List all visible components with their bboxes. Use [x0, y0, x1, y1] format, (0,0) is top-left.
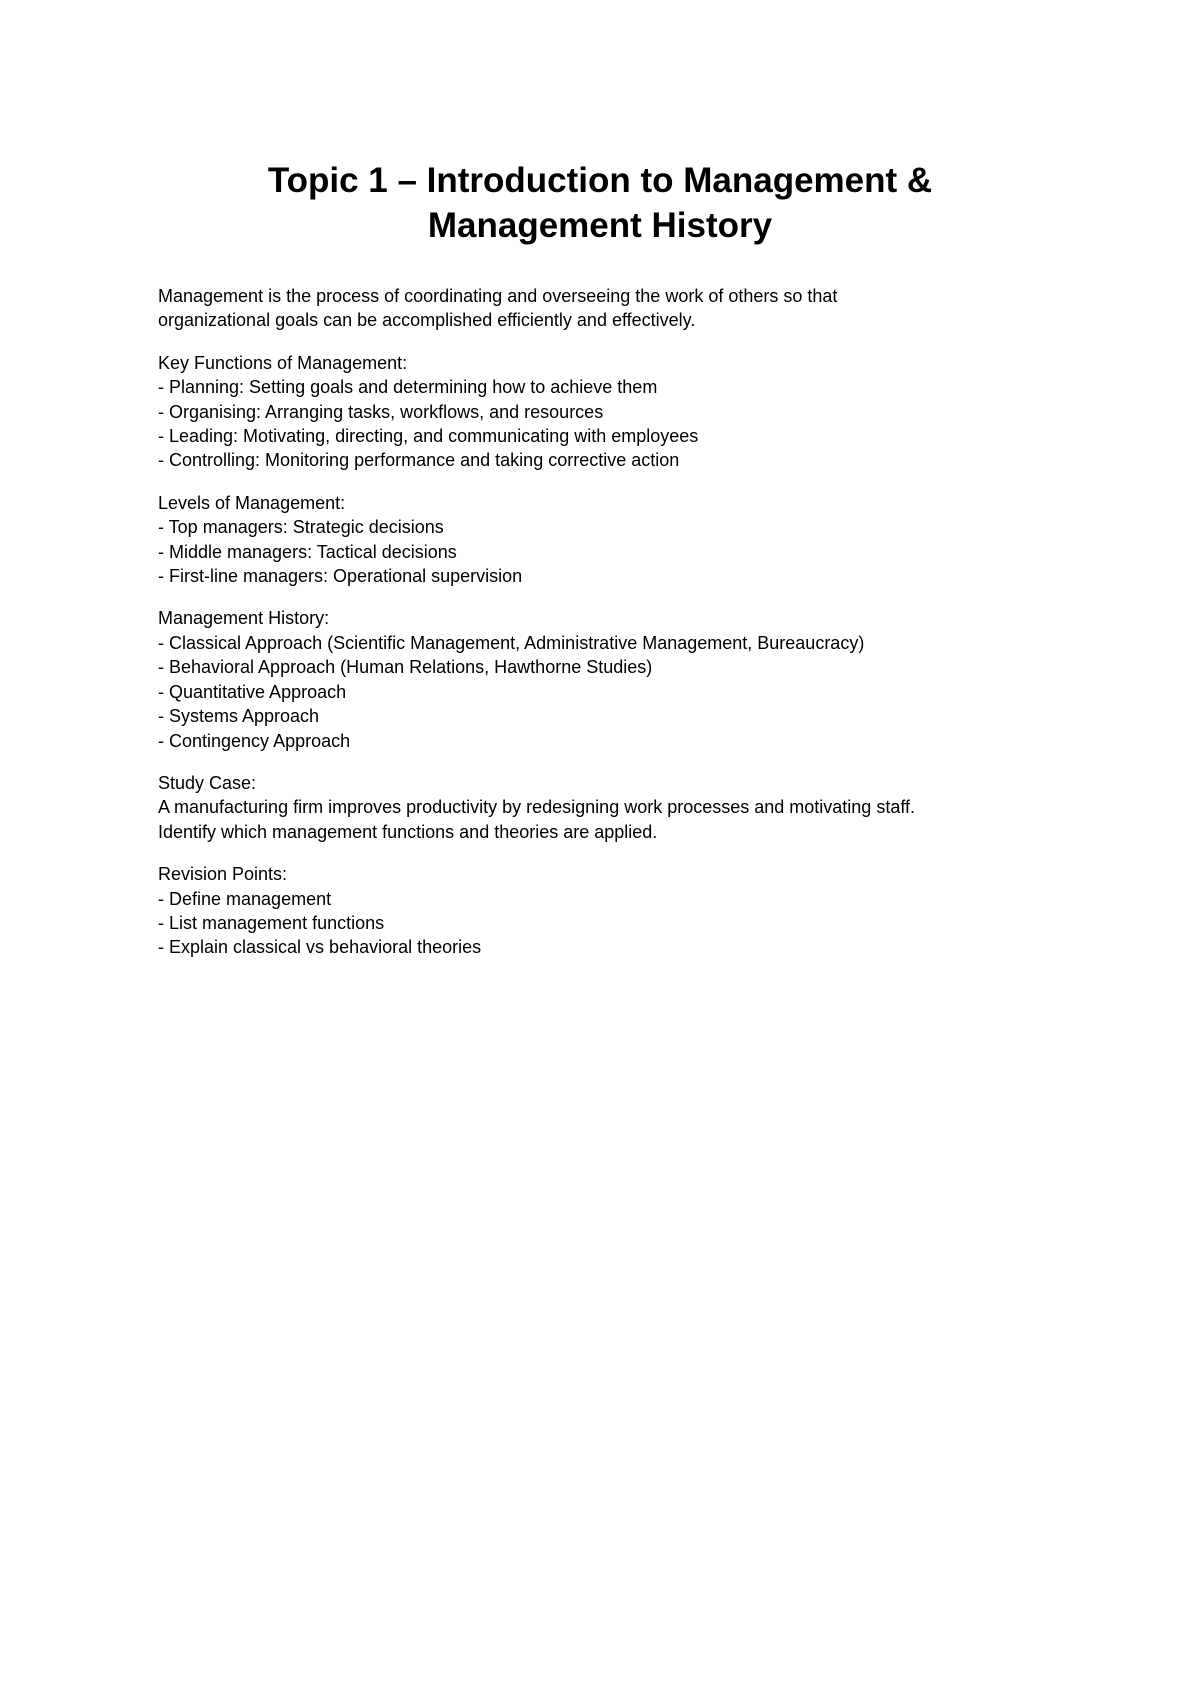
- list-item: - Define management: [158, 888, 332, 909]
- case-line: Identify which management functions and theories are applied.: [158, 821, 658, 842]
- study-case-section: [158, 771, 1058, 844]
- list-item: - Planning: Setting goals and determining how to achieve them: [158, 377, 658, 398]
- page-title: [0, 158, 1200, 248]
- list-item: - Top managers: Strategic decisions: [158, 517, 444, 538]
- revision-section: [158, 862, 1058, 960]
- list-item: - Behavioral Approach (Human Relations, Hawthorne Studies): [158, 657, 653, 678]
- list-item: - List management functions: [158, 912, 385, 933]
- section-heading: Management History:: [158, 608, 330, 629]
- history-section: [158, 606, 1058, 752]
- section-heading: Key Functions of Management:: [158, 352, 408, 373]
- list-item: - Controlling: Monitoring performance and taking corrective action: [158, 450, 680, 471]
- intro-paragraph: [158, 284, 1058, 333]
- case-line: A manufacturing firm improves productivity by redesigning work processes and motivating staff.: [158, 797, 916, 818]
- list-item: - First-line managers: Operational supervision: [158, 566, 523, 587]
- title-line-1: Topic 1 – Introduction to Management &: [267, 161, 933, 200]
- intro-line: organizational goals can be accomplished efficiently and effectively.: [158, 310, 696, 331]
- section-heading: Levels of Management:: [158, 492, 346, 513]
- list-item: - Contingency Approach: [158, 730, 351, 751]
- title-line-2: Management History: [427, 206, 773, 245]
- document-body: [158, 284, 1058, 978]
- list-item: - Classical Approach (Scientific Management, Administrative Management, Bureaucracy): [158, 632, 865, 653]
- key-functions-section: [158, 351, 1058, 473]
- list-item: - Middle managers: Tactical decisions: [158, 541, 457, 562]
- section-heading: Revision Points:: [158, 864, 288, 885]
- intro-line: Management is the process of coordinating and overseeing the work of others so that: [158, 286, 838, 306]
- list-item: - Leading: Motivating, directing, and communicating with employees: [158, 426, 699, 447]
- list-item: - Quantitative Approach: [158, 681, 347, 702]
- levels-section: [158, 491, 1058, 589]
- list-item: - Organising: Arranging tasks, workflows, and resources: [158, 401, 604, 422]
- list-item: - Systems Approach: [158, 706, 320, 727]
- list-item: - Explain classical vs behavioral theories: [158, 937, 482, 958]
- section-heading: Study Case:: [158, 772, 257, 793]
